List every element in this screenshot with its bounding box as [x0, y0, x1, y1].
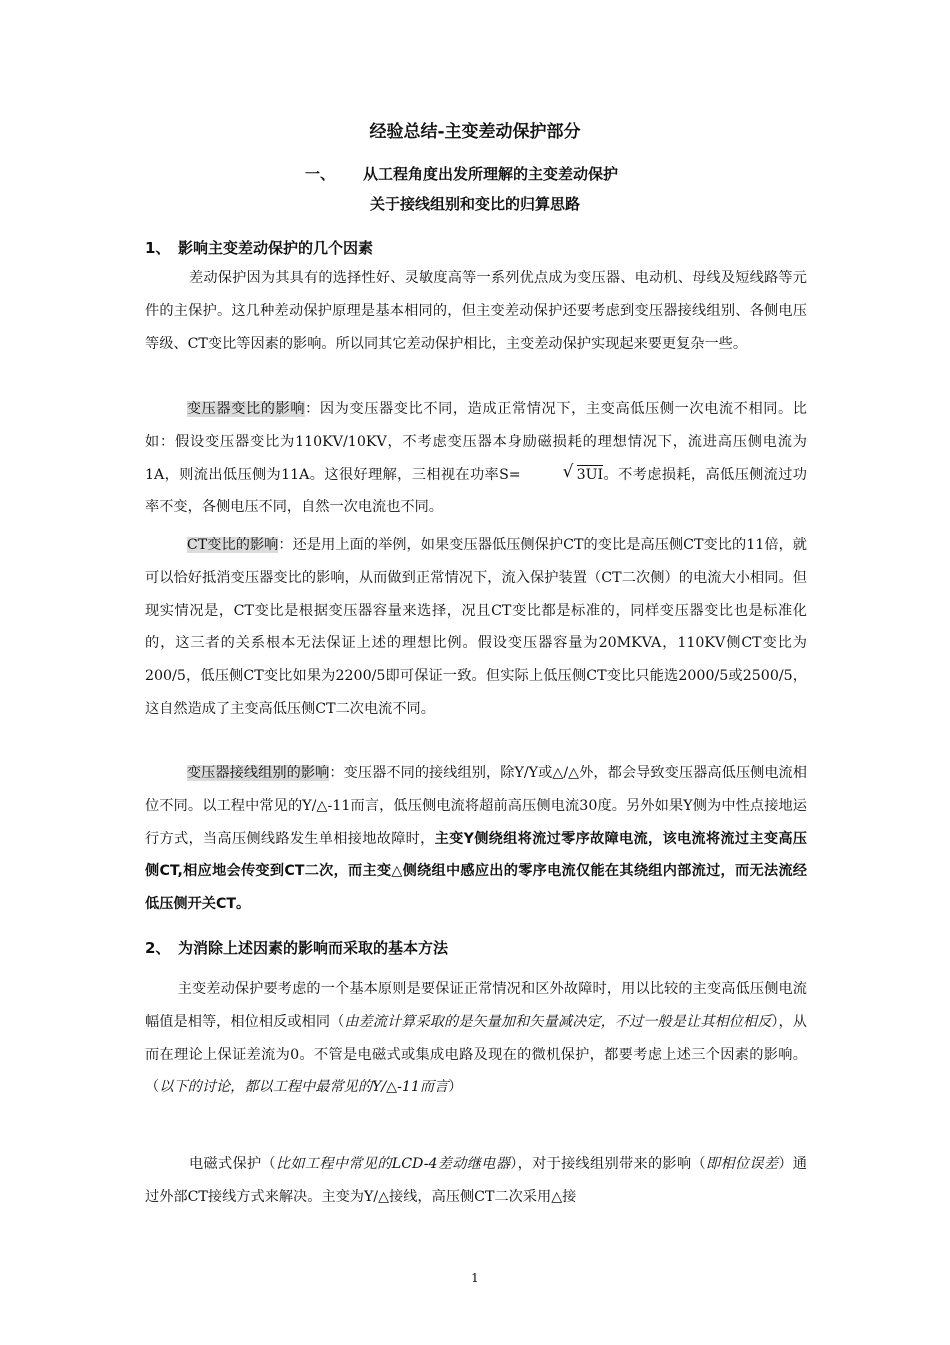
italic-note: 即相位误差 — [705, 1156, 779, 1172]
paragraph-text: 电磁式保护（ — [189, 1156, 276, 1172]
paragraph-connection-group-effect — [145, 757, 807, 921]
paragraph-text: ：因为变压器变比不同，造成正常情况下，主变高低压侧一次电流不相同。比如：假设变压器变比为110KV/10KV，不考虑变压器本身励磁损耗的理想情况下，流进高压侧电流为1A，则流出低压侧为11A。这很好理解，三相视在功率S= — [145, 401, 807, 483]
paragraph-text: 。不考虑损耗，高低压侧流过功率不变，各侧电压不同，自然一次电流也不同。 — [145, 466, 807, 516]
highlighted-term: CT变比的影响 — [186, 537, 279, 553]
paragraph-electromagnetic — [145, 1148, 807, 1214]
paragraph-intro: 差动保护因为其具有的选择性好、灵敏度高等一系列优点成为变压器、电动机、母线及短线路等元件的主保护。这几种差动保护原理是基本相同的，但主变差动保护还要考虑到变压器接线组别、各侧电压等级、CT变比等因素的影响。所以同其它差动保护相比，主变差动保护实现起来要更复杂一些。 — [145, 270, 807, 352]
chapter-subtitle: 关于接线组别和变比的归算思路 — [369, 195, 580, 213]
paragraph-text: ）通过外部CT接线方式来解决。主变为Y/△接线，高压侧CT二次采用△接 — [145, 1156, 807, 1205]
section-number: 2、 — [145, 939, 171, 957]
page-number: 1 — [471, 1271, 479, 1285]
bold-text: 主变Y侧绕组将流过零序故障电流，该电流将流过主变高压侧CT,相应地会传变到CT二次，而主变△侧绕组中感应出的零序电流仅能在其绕组内部流过，而无法流经低压侧开关CT。 — [145, 830, 807, 913]
highlighted-term: 变压器变比的影响 — [186, 401, 306, 417]
paragraph-ct-ratio-effect — [145, 529, 807, 726]
italic-note: 由差流计算采取的是矢量加和矢量减决定，不过一般是让其相位相反 — [344, 1013, 772, 1030]
paragraph-basic-method — [145, 973, 807, 1104]
paragraph-text: ：还是用上面的举例，如果变压器低压侧保护CT的变比是高压侧CT变比的11倍，就可以恰好抵消变压器变比的影响，从而做到正常情况下，流入保护装置（CT二次侧）的电流大小相同。但现实情况是，CT变比是根据变压器容量来选择，况且CT变比都是标准的，同样变压器变比也是标准化的，这三者的关系根本无法保证上述的理想比例。假设变压器容量为20MKVA，110KV侧CT变比为200/5，低压侧CT变比如果为2200/5即可保证一致。但实际上低压侧CT变比只能选2000/5或2500/5，这自然造成了主变高低压侧CT二次电流不同。 — [145, 537, 807, 717]
document-title: 经验总结-主变差动保护部分 — [369, 122, 581, 142]
highlighted-term: 变压器接线组别的影响 — [186, 765, 330, 781]
italic-note: 以下的讨论，都以工程中最常见的Y/△-11而言 — [159, 1079, 449, 1096]
paragraph-text: 主变差动保护要考虑的一个基本原则是要保证正常情况和区外故障时，用以比较的主变高低压侧电流幅值是相等，相位相反或相同（ — [145, 981, 807, 1030]
paragraph-text: ），对于接线组别带来的影响（ — [510, 1156, 706, 1172]
chapter-title: 从工程角度出发所理解的主变差动保护 — [363, 165, 619, 183]
sqrt-content: 3UI — [576, 466, 604, 483]
paragraph-text: ：变压器不同的接线组别，除Y/Y或△/△外，都会导致变压器高低压侧电流相位不同。以工程中常见的Y/△-11而言，低压侧电流将超前高压侧电流30度。另外如果Y侧为中性点接地运行方式，当高压侧线路发生单相接地故障时， — [145, 765, 807, 847]
chapter-number: 一、 — [305, 165, 336, 183]
section-title: 影响主变差动保护的几个因素 — [178, 239, 374, 257]
paragraph-text: ），从而在理论上保证差流为0。不管是电磁式或集成电路及现在的微机保护，都要考虑上述三个因素的影响。（ — [145, 1013, 807, 1096]
italic-note: 比如工程中常见的LCD-4差动继电器 — [275, 1156, 511, 1172]
sqrt-symbol — [521, 459, 603, 492]
section-number: 1、 — [145, 239, 171, 257]
section-heading-1 — [145, 237, 373, 258]
section-title: 为消除上述因素的影响而采取的基本方法 — [178, 939, 449, 957]
section-heading-2 — [145, 937, 448, 958]
paragraph-text: ） — [448, 1079, 463, 1096]
paragraph-ratio-effect — [145, 393, 807, 524]
